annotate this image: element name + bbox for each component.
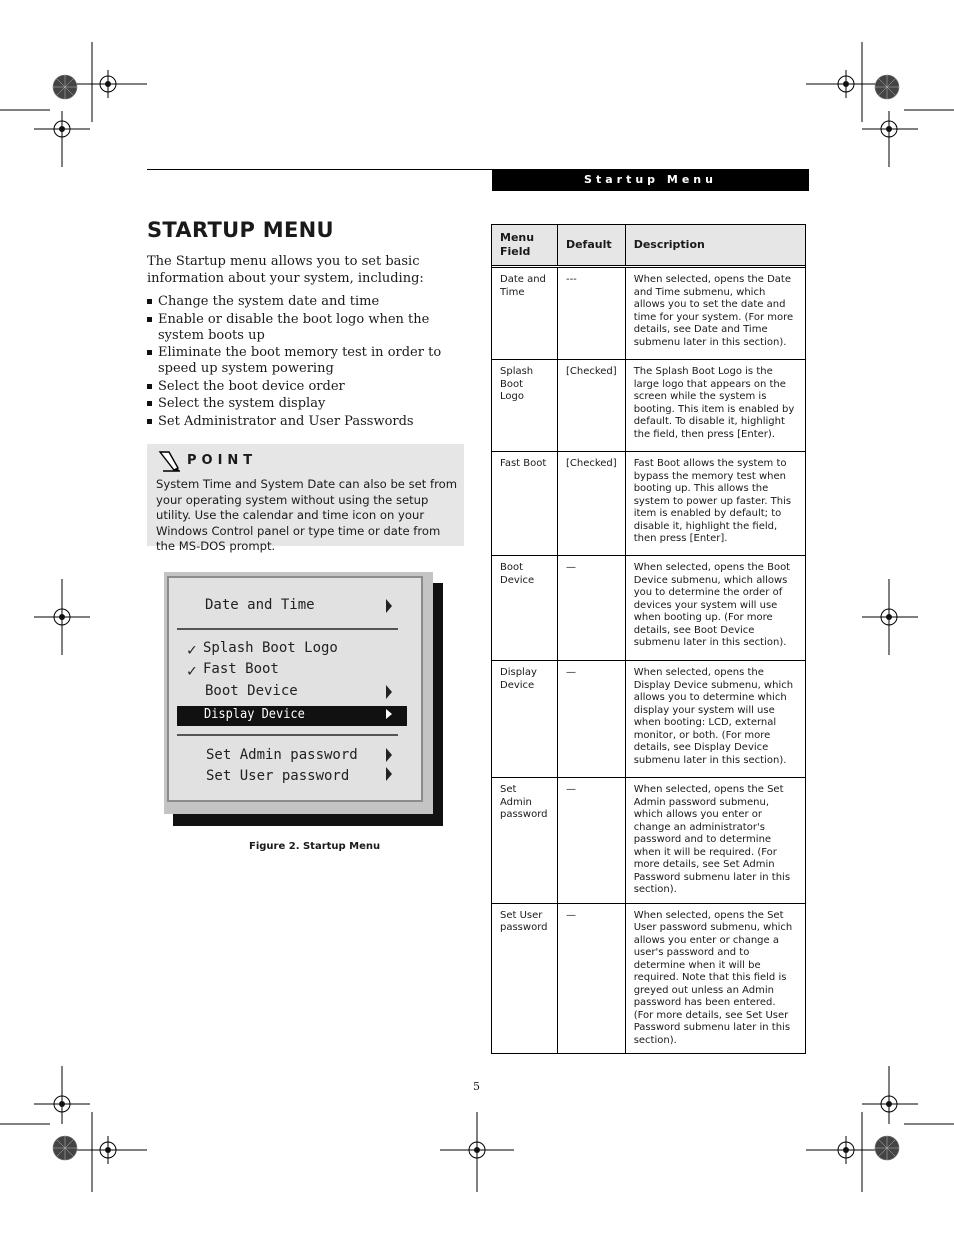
cell-default: --- xyxy=(557,268,625,360)
header-rule xyxy=(147,169,493,170)
cell-field: Display Device xyxy=(492,661,558,778)
point-callout xyxy=(147,444,464,553)
table-row xyxy=(492,268,806,360)
cell-default: — xyxy=(557,661,625,778)
cell-field: Boot Device xyxy=(492,556,558,661)
cell-field: Set Admin password xyxy=(492,778,558,904)
table-row xyxy=(492,452,806,556)
figure-caption: Figure 2. Startup Menu xyxy=(249,841,381,852)
menu-item-date-time[interactable]: Date and Time xyxy=(205,597,315,613)
menu-item-set-admin-password[interactable]: Set Admin password xyxy=(206,747,358,763)
table-header-row xyxy=(492,225,806,266)
table-row xyxy=(492,778,806,904)
cell-field: Fast Boot xyxy=(492,452,558,556)
page-number: 5 xyxy=(473,1080,480,1093)
cell-default: [Checked] xyxy=(557,452,625,556)
feature-list xyxy=(147,294,465,431)
cell-description: When selected, opens the Boot Device submenu, which allows you to determine the order of devices your system will use when booting up. (For more details, see Boot Device submenu later in this section). xyxy=(625,556,805,661)
cell-description: Fast Boot allows the system to bypass the memory test when booting up. This allows the system to power up faster. This item is enabled by default; to disable it, highlight the field, then press [Enter]. xyxy=(625,452,805,556)
cell-description: When selected, opens the Set Admin password submenu, which allows you enter or change an administrator's password and to determine when it will be required. (For more details, see Set Admin Password submenu later in this section). xyxy=(625,778,805,904)
menu-item-boot-device[interactable]: Boot Device xyxy=(205,683,298,699)
cell-description: When selected, opens the Date and Time submenu, which allows you to set the date and time for your system. (For more details, see Date and Time submenu later in this section). xyxy=(625,268,805,360)
cell-description: The Splash Boot Logo is the large logo that appears on the screen while the system is booting. This item is enabled by default. To disable it, highlight the field, then press [Enter). xyxy=(625,360,805,452)
table-row xyxy=(492,903,806,1054)
cell-default: — xyxy=(557,778,625,904)
cell-default: — xyxy=(557,903,625,1054)
cell-description: When selected, opens the Set User password submenu, which allows you enter or change a user's password and to determine when it will be required. Note that this field is greyed out unless an Admin password has been entered. (For more details, see Set User Password submenu later in this section). xyxy=(625,903,805,1054)
check-icon: ✓ xyxy=(187,661,197,680)
submenu-arrow-icon xyxy=(386,767,392,781)
menu-fields-table xyxy=(491,224,806,1054)
intro-paragraph: The Startup menu allows you to set basic information about your system, including: xyxy=(147,254,424,286)
column-header-default: Default xyxy=(557,225,625,266)
column-header-menu-field: Menu Field xyxy=(492,225,558,266)
point-heading: POINT xyxy=(187,453,258,468)
cell-description: When selected, opens the Display Device submenu, which allows you to determine which display your system will use when booting: LCD, external monitor, or both. (For more details, see Display Device submenu later in this section). xyxy=(625,661,805,778)
menu-item-set-user-password[interactable]: Set User password xyxy=(206,768,350,784)
section-header: Startup Menu xyxy=(492,169,809,191)
list-item: Select the boot device order xyxy=(147,379,465,395)
table-row xyxy=(492,556,806,661)
menu-item-display-device[interactable]: Display Device xyxy=(204,707,305,722)
menu-separator xyxy=(177,628,398,630)
table-row xyxy=(492,360,806,452)
menu-item-splash-boot-logo[interactable]: Splash Boot Logo xyxy=(203,640,338,656)
menu-item-fast-boot[interactable]: Fast Boot xyxy=(203,661,279,677)
submenu-arrow-icon xyxy=(386,748,392,762)
column-header-description: Description xyxy=(625,225,805,266)
list-item: Select the system display xyxy=(147,396,465,412)
list-item: Change the system date and time xyxy=(147,294,465,310)
cell-field: Set User password xyxy=(492,903,558,1054)
list-item: Set Administrator and User Passwords xyxy=(147,414,465,430)
pencil-icon xyxy=(157,450,181,472)
submenu-arrow-icon xyxy=(386,599,392,613)
menu-separator xyxy=(177,734,398,736)
point-text: System Time and System Date can also be set from your operating system without using the setup utility. Use the calendar and time icon on your Windows Control panel or type time or date from the MS-DOS prompt. xyxy=(156,477,458,553)
submenu-arrow-icon xyxy=(386,709,392,719)
list-item: Enable or disable the boot logo when the system boots up xyxy=(147,312,465,344)
cell-field: Splash Boot Logo xyxy=(492,360,558,452)
cell-default: [Checked] xyxy=(557,360,625,452)
list-item: Eliminate the boot memory test in order to speed up system powering xyxy=(147,345,465,377)
page-title: STARTUP MENU xyxy=(147,218,334,242)
check-icon: ✓ xyxy=(187,640,197,659)
cell-field: Date and Time xyxy=(492,268,558,360)
submenu-arrow-icon xyxy=(386,685,392,699)
cell-default: — xyxy=(557,556,625,661)
table-row xyxy=(492,661,806,778)
